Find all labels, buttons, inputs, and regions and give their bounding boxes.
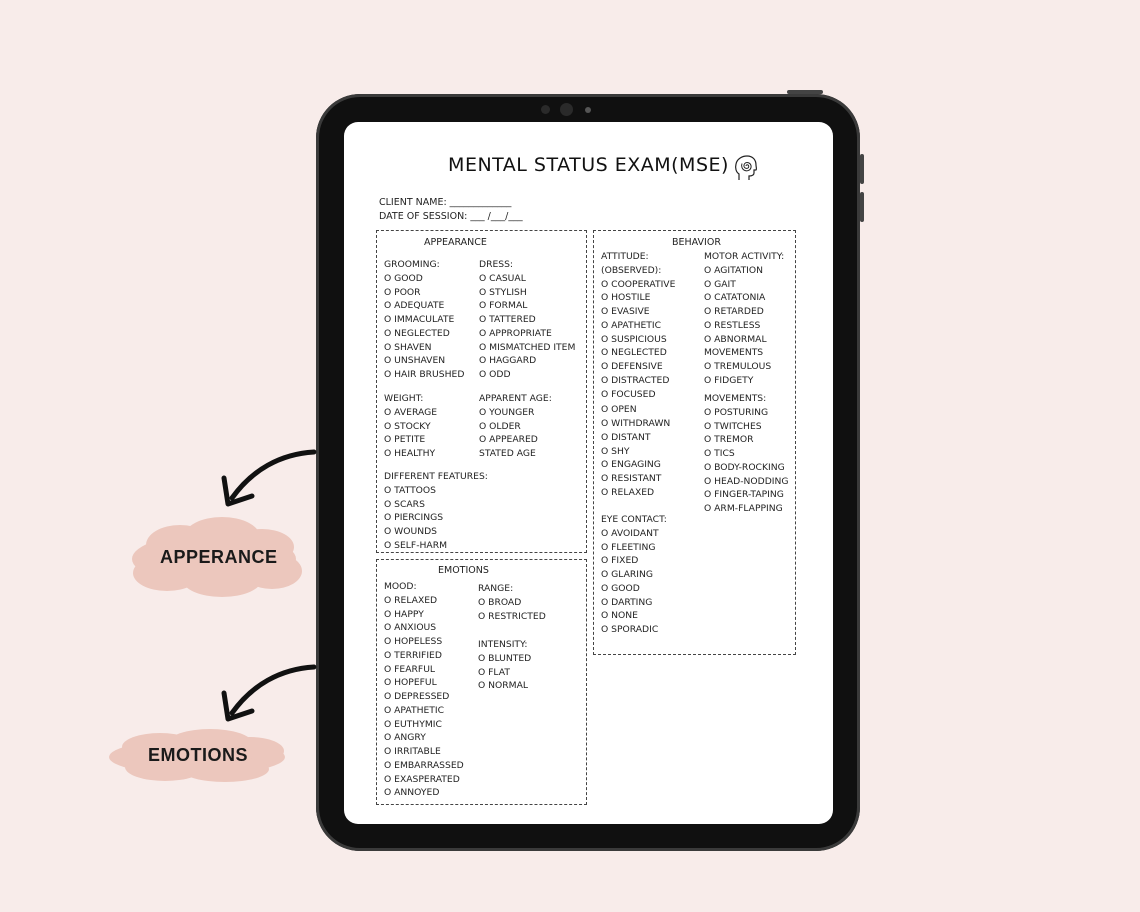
motor-activity-option[interactable]: O RETARDED	[704, 306, 764, 317]
weight-label: WEIGHT:	[384, 393, 424, 404]
eye-contact-option[interactable]: O GLARING	[601, 569, 653, 580]
mood-label: MOOD:	[384, 581, 417, 592]
mood-option[interactable]: O APATHETIC	[384, 704, 445, 716]
emotions-callout-label: EMOTIONS	[148, 745, 249, 765]
mood-option[interactable]: O EXASPERATED	[384, 773, 460, 785]
mood-option[interactable]: O HOPEFUL	[384, 677, 437, 689]
motor-activity-option[interactable]: O ABNORMAL	[704, 333, 767, 345]
grooming-option[interactable]: O UNSHAVEN	[384, 355, 446, 367]
camera-flash-icon	[585, 107, 591, 113]
mood-option[interactable]: O ANXIOUS	[384, 622, 437, 634]
different-features-group	[384, 470, 488, 553]
motor-activity-option[interactable]: O FIDGETY	[704, 374, 754, 386]
mood-group	[384, 580, 464, 800]
motor-activity-option[interactable]: O AGITATION	[704, 264, 763, 276]
apparent-age-group	[479, 392, 552, 461]
movements-option[interactable]: O TREMOR	[704, 434, 754, 446]
camera-sensor-icon	[541, 105, 550, 114]
tablet-volume-down-button	[860, 192, 864, 222]
grooming-option[interactable]: O GOOD	[384, 272, 423, 284]
range-group	[478, 582, 546, 623]
feature-option[interactable]: O TATTOOS	[384, 484, 436, 496]
emotions-section	[376, 559, 587, 805]
dress-option[interactable]: O TATTERED	[479, 314, 536, 325]
tablet-volume-up-button	[860, 154, 864, 184]
eye-contact-group	[601, 513, 667, 637]
motor-activity-label: MOTOR ACTIVITY:	[704, 251, 785, 262]
grooming-option[interactable]: O IMMACULATE	[384, 314, 455, 325]
feature-option[interactable]: O PIERCINGS	[384, 512, 444, 524]
mood-option[interactable]: O TERRIFIED	[384, 649, 442, 661]
apparent-age-option[interactable]: O YOUNGER	[479, 406, 535, 418]
grooming-group	[384, 258, 464, 382]
attitude-option[interactable]: O FOCUSED	[601, 388, 656, 400]
attitude-option[interactable]: O HOSTILE	[601, 292, 651, 304]
mood-option[interactable]: O ANGRY	[384, 732, 426, 744]
eye-contact-option[interactable]: O NONE	[601, 610, 638, 622]
mood-option[interactable]: O ANNOYED	[384, 787, 440, 799]
weight-group	[384, 392, 437, 461]
weight-option[interactable]: O AVERAGE	[384, 406, 437, 418]
movements-option[interactable]: O TICS	[704, 448, 735, 459]
range-option[interactable]: O BROAD	[478, 596, 522, 608]
movements-option[interactable]: O HEAD-NODDING	[704, 475, 789, 487]
dress-group	[479, 258, 575, 382]
motor-activity-option[interactable]: O CATATONIA	[704, 292, 766, 304]
document-title: MENTAL STATUS EXAM(MSE)	[448, 154, 729, 176]
movements-option[interactable]: O BODY-ROCKING	[704, 461, 785, 473]
movements-label: MOVEMENTS:	[704, 393, 767, 404]
grooming-option[interactable]: O SHAVEN	[384, 341, 432, 353]
appearance-callout-label: APPERANCE	[160, 547, 278, 567]
motor-activity-group	[704, 250, 784, 388]
eye-contact-option[interactable]: O AVOIDANT	[601, 527, 659, 539]
motor-activity-option[interactable]: O GAIT	[704, 278, 736, 290]
curved-arrow-icon	[210, 655, 350, 735]
emotions-title: EMOTIONS	[438, 565, 489, 576]
attitude-option[interactable]: O NEGLECTED	[601, 347, 667, 359]
camera-lens-icon	[560, 103, 573, 116]
mood-option[interactable]: O FEARFUL	[384, 663, 436, 675]
mood-option[interactable]: O RELAXED	[384, 594, 438, 606]
attitude-option[interactable]: O RELAXED	[601, 486, 655, 498]
motor-activity-option: MOVEMENTS	[704, 347, 764, 359]
dress-option[interactable]: O MISMATCHED ITEM	[479, 341, 576, 353]
dress-option[interactable]: O STYLISH	[479, 286, 527, 298]
dress-option[interactable]: O CASUAL	[479, 272, 526, 284]
attitude-sublabel: (OBSERVED):	[601, 264, 662, 276]
weight-option[interactable]: O STOCKY	[384, 420, 431, 432]
apparent-age-option[interactable]: O OLDER	[479, 420, 521, 432]
mood-option[interactable]: O EMBARRASSED	[384, 759, 464, 771]
attitude-option[interactable]: O EVASIVE	[601, 306, 650, 317]
eye-contact-option[interactable]: O DARTING	[601, 596, 653, 608]
movements-group	[704, 392, 789, 516]
intensity-option[interactable]: O FLAT	[478, 666, 510, 678]
mood-option[interactable]: O HAPPY	[384, 608, 424, 620]
intensity-group	[478, 638, 531, 693]
apparent-age-label: APPARENT AGE:	[479, 393, 552, 404]
behavior-section	[593, 230, 796, 655]
date-of-session-field: DATE OF SESSION: ___ /___/___	[379, 211, 523, 222]
weight-option[interactable]: O PETITE	[384, 434, 426, 446]
weight-option[interactable]: O HEALTHY	[384, 448, 436, 459]
grooming-option[interactable]: O NEGLECTED	[384, 327, 450, 339]
grooming-option[interactable]: O ADEQUATE	[384, 300, 445, 312]
intensity-label: INTENSITY:	[478, 639, 528, 650]
client-name-field: CLIENT NAME: _____________	[379, 197, 512, 208]
eye-contact-option[interactable]: O SPORADIC	[601, 624, 659, 635]
movements-option[interactable]: O ARM-FLAPPING	[704, 503, 783, 514]
grooming-option[interactable]: O POOR	[384, 286, 421, 298]
attitude-option[interactable]: O APATHETIC	[601, 319, 662, 331]
eye-contact-option[interactable]: O FLEETING	[601, 541, 656, 553]
attitude-group	[601, 250, 675, 500]
feature-option[interactable]: O SELF-HARM	[384, 539, 448, 551]
curved-arrow-icon	[210, 440, 350, 520]
feature-option[interactable]: O SCARS	[384, 498, 425, 510]
eye-contact-option[interactable]: O FIXED	[601, 555, 639, 567]
eye-contact-label: EYE CONTACT:	[601, 514, 667, 525]
appearance-section	[376, 230, 587, 553]
behavior-title: BEHAVIOR	[672, 237, 721, 248]
feature-option[interactable]: O WOUNDS	[384, 526, 437, 537]
attitude-option[interactable]: O WITHDRAWN	[601, 418, 671, 429]
intensity-option[interactable]: O NORMAL	[478, 680, 528, 692]
attitude-option[interactable]: O ENGAGING	[601, 459, 661, 471]
attitude-option[interactable]: O COOPERATIVE	[601, 278, 676, 290]
attitude-label: ATTITUDE:	[601, 251, 649, 262]
attitude-option[interactable]: O DISTANT	[601, 431, 651, 443]
head-spiral-icon	[734, 154, 758, 182]
range-label: RANGE:	[478, 583, 514, 594]
range-option[interactable]: O RESTRICTED	[478, 610, 546, 622]
attitude-option[interactable]: O DISTRACTED	[601, 374, 670, 386]
grooming-option[interactable]: O HAIR BRUSHED	[384, 369, 465, 380]
mood-option[interactable]: O DEPRESSED	[384, 691, 450, 702]
apparent-age-option: STATED AGE	[479, 448, 536, 459]
movements-option[interactable]: O POSTURING	[704, 406, 769, 418]
different-features-label: DIFFERENT FEATURES:	[384, 471, 488, 482]
attitude-option[interactable]: O RESISTANT	[601, 473, 662, 484]
dress-option[interactable]: O FORMAL	[479, 300, 528, 312]
dress-option[interactable]: O APPROPRIATE	[479, 327, 552, 339]
attitude-option[interactable]: O OPEN	[601, 404, 637, 416]
dress-option[interactable]: O ODD	[479, 369, 511, 380]
movements-option[interactable]: O TWITCHES	[704, 420, 762, 432]
movements-option[interactable]: O FINGER-TAPING	[704, 489, 784, 501]
attitude-option[interactable]: O DEFENSIVE	[601, 361, 663, 372]
motor-activity-option[interactable]: O RESTLESS	[704, 319, 761, 331]
motor-activity-option[interactable]: O TREMULOUS	[704, 361, 772, 372]
eye-contact-option[interactable]: O GOOD	[601, 582, 640, 594]
attitude-option[interactable]: O SUSPICIOUS	[601, 333, 667, 345]
apparent-age-option[interactable]: O APPEARED	[479, 434, 538, 446]
mood-option[interactable]: O HOPELESS	[384, 636, 443, 647]
mood-option[interactable]: O EUTHYMIC	[384, 718, 442, 730]
mood-option[interactable]: O IRRITABLE	[384, 746, 441, 757]
appearance-title: APPEARANCE	[424, 237, 487, 248]
dress-label: DRESS:	[479, 259, 514, 270]
attitude-option[interactable]: O SHY	[601, 445, 630, 457]
tablet-screen	[344, 122, 833, 824]
intensity-option[interactable]: O BLUNTED	[478, 652, 532, 664]
dress-option[interactable]: O HAGGARD	[479, 355, 537, 367]
grooming-label: GROOMING:	[384, 259, 440, 270]
